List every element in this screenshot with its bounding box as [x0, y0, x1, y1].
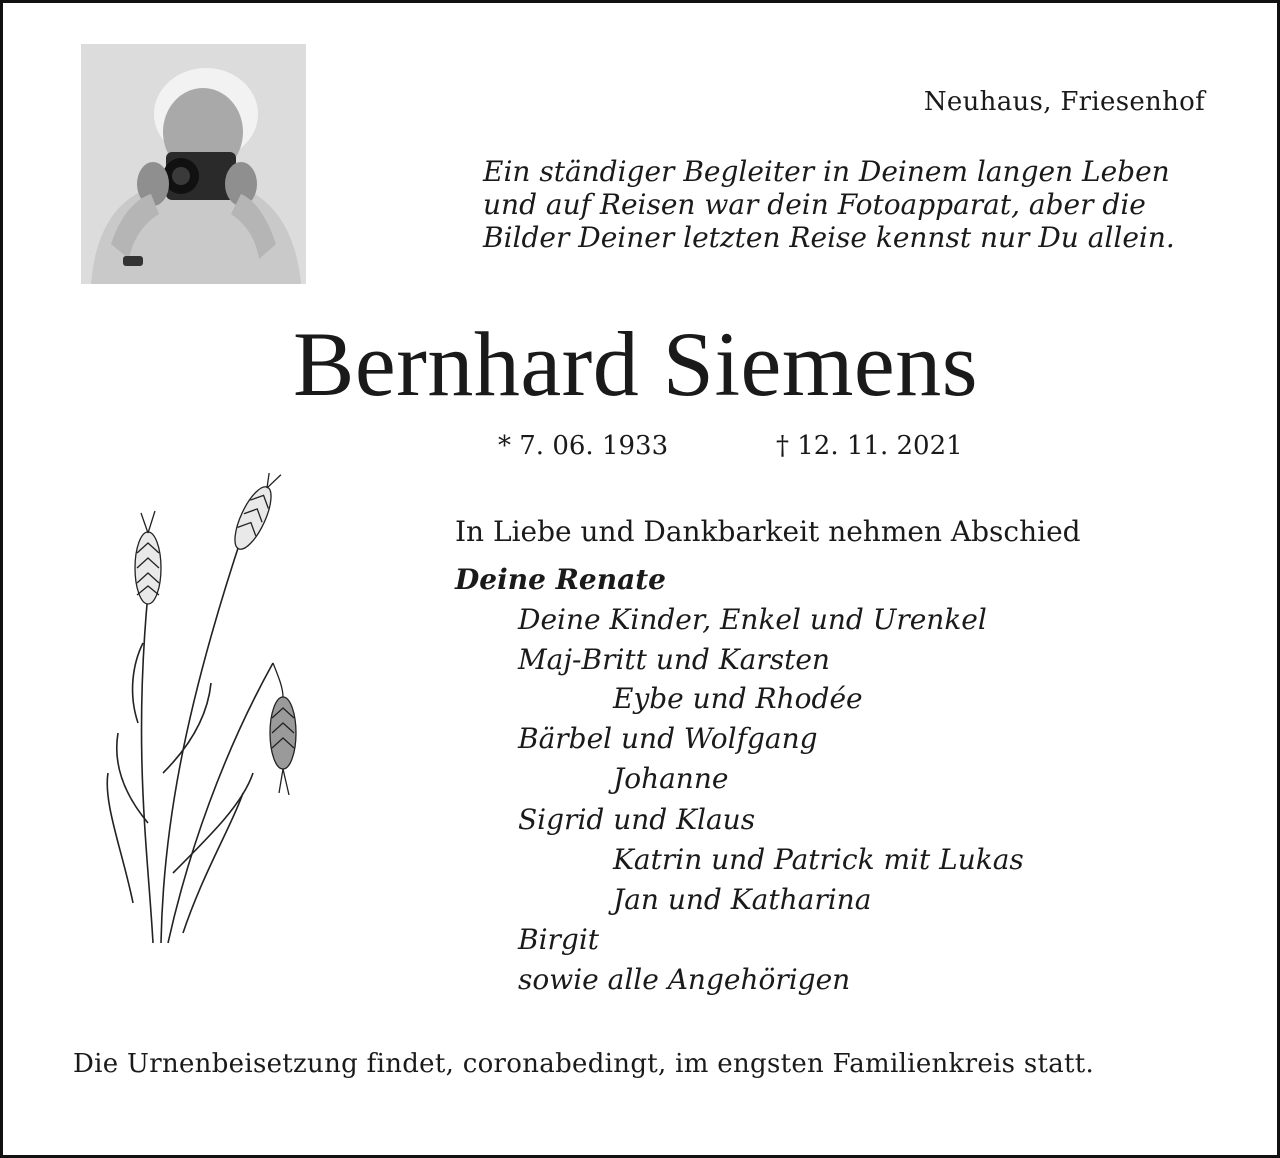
deceased-name: Bernhard Siemens [293, 313, 979, 415]
burial-notice: Die Urnenbeisetzung findet, coronabedingt, im engsten Familienkreis statt. [73, 1049, 1095, 1079]
quote-line: und auf Reisen war dein Fotoapparat, aber die [483, 188, 1146, 221]
mourner-line: sowie alle Angehörigen [518, 963, 851, 996]
quote [483, 155, 1223, 254]
quote-line: Bilder Deiner letzten Reise kennst nur Du allein. [483, 221, 1175, 254]
mourner-line: Sigrid und Klaus [518, 803, 756, 836]
mourner-line: Eybe und Rhodée [613, 682, 863, 715]
death-date: † 12. 11. 2021 [776, 431, 963, 461]
mourners-intro: In Liebe und Dankbarkeit nehmen Abschied [455, 515, 1081, 548]
quote-line: Ein ständiger Begleiter in Deinem langen Leben [483, 155, 1170, 188]
location-text: Neuhaus, Friesenhof [923, 87, 1205, 117]
mourner-line: Birgit [518, 923, 600, 956]
mourner-line: Maj-Britt und Karsten [518, 643, 830, 676]
mourner-line: Johanne [613, 762, 729, 795]
mourner-line: Deine Renate [455, 563, 666, 596]
mourner-line: Bärbel und Wolfgang [518, 722, 818, 755]
mourner-line: Jan und Katharina [613, 883, 872, 916]
mourner-line: Katrin und Patrick mit Lukas [613, 843, 1024, 876]
mourner-line: Deine Kinder, Enkel und Urenkel [518, 603, 987, 636]
wheat-illustration [93, 473, 313, 953]
birth-date: * 7. 06. 1933 [498, 431, 669, 461]
portrait-photo [81, 44, 306, 284]
